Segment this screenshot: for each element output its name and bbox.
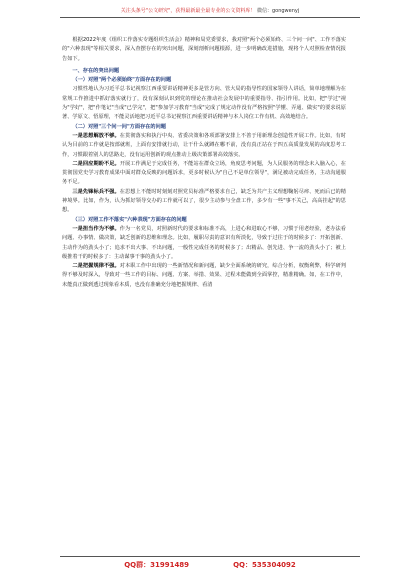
paragraph-text: 作为一名党员，对照新时代的要求和标准不高，上进心和进取心不够，习惯于用老经验，老办法看问题、办事情、做决策，缺乏创新的思维和理念。比如，履职尽责的意识有所淡化，导致于过往于的时候多了：开拓创新、主动作为的劲头小了；追求不出大事、不出问题，一般性完成任务的时候多了；出精品、创先进、争一流的劲头小了；被上级推着干的时候多了：主动谋事干事的劲头小了。 [62, 225, 346, 260]
body-paragraph [62, 85, 346, 122]
paragraph-text: （三）对照工作不落实"六种表现"方面存在的问题 [72, 216, 187, 223]
paragraph-text: 根据2022年度《组织工作落实专题组织生活会》精神和局党委要求，我对照"两个必须始终、三个问一问"、工作不落实的"六种表现"等相关要求，深入查摆存在的突出问题，深刻剖析问题根源，进一步明确改进措施，现将个人对照检查情况报告如下。 [62, 37, 346, 62]
paragraph-text: （一）对照"两个必须始终"方面存在的问题 [72, 77, 172, 84]
paragraph-lead: 一是担当作为不够。 [72, 225, 120, 232]
footer-qq-group: QQ群：31991489 [124, 561, 190, 569]
subsection-heading [62, 123, 346, 132]
page-header [60, 8, 360, 18]
footer-qq: QQ：535304092 [233, 561, 296, 569]
document-body [62, 36, 346, 290]
header-promo-text: 关注头条号"公文研究"，获得最新最全最专业的公文资料库！ [120, 8, 256, 14]
body-paragraph [62, 188, 346, 216]
paragraph-text: 习惯性地认为习近平总书记视察江西重要讲话精神更多是管方向、管大局的指导性的国家领导人讲话，简单地理解为在常规工作推进中抓好落实就行了，没有深刻认识到党的理论在推动社会发展中的重要指导、指引作用。比如，把"学过"视为"学好"，把"作笔记"当成"已学完"，把"参加学习教育"当成"完成了规定动作没有严格按照"学懂、弄通、做实"的要求说原著、学原文、悟原理，不能灵活地把习近平总书记视察江西重要讲话精神与本人岗位工作有机、高效地结合。 [62, 86, 346, 121]
paragraph-text: 在贯彻落实和执行中央、省委决策和各项部署安排上不善于用新理念创造性开展工作。比如，有时认为目前的工作就是按部就班，上面有安排就行动，让干什么就蹲在哪不前，没有真正站在于四五高质量发展的高度思考工作，习惯跟着别人的思路走，没有运用创新的观点推动上级决策部署高效落实。 [62, 132, 346, 158]
page-footer [60, 556, 360, 570]
subsection-heading [62, 76, 346, 85]
paragraph-lead: 二是把握规律不强。 [72, 263, 120, 270]
paragraph-text: 在思想上不能时时刻刻对照党员标准严格要求自己，缺乏为共产主义理想鞠躬尽瘁、死而后已的精神境界。比如，作为，认为抓好领导交办的工作就可以了，很少主动参与全盘工作，多少有一些"事不关己，高高挂起"的思想。 [62, 188, 346, 214]
section-heading [62, 67, 346, 76]
body-paragraph [62, 132, 346, 160]
paragraph-lead: 一是思想解放不够。 [72, 132, 120, 139]
header-wechat-text: 微信：gongwenyj [256, 8, 300, 14]
paragraph-text: 对本职工作中出现的一些新情况和新问题，缺少全面系统的研究，综合分析，权衡利弊，科学研判得不够及时深入，导致对一些工作的目标、问题、方案、举措、效果、过程未能做到全面掌控，精准精确。如，在工作中，未能真正做到透过现象看本质，也没有准确充分地把握规律、看清 [62, 263, 346, 288]
body-paragraph [62, 36, 346, 64]
paragraph-lead: 二是回应期盼不足。 [72, 160, 120, 167]
body-paragraph [62, 262, 346, 290]
body-paragraph [62, 160, 346, 188]
paragraph-text: （二）对照"三个问一问"方面存在的问题 [72, 123, 166, 130]
subsection-heading [62, 216, 346, 225]
paragraph-text: 一、存在的突出问题 [72, 67, 120, 74]
paragraph-lead: 三是先锋标兵不强。 [72, 188, 120, 195]
body-paragraph [62, 225, 346, 262]
paragraph-text: 开展工作满足于完成任务，不能站在群众立场，角度思考问题，为人民服务的理念未入脑入心，在贯彻国党史学习教育成果中面对群众反映的问题诉求，更多时候认为"自己不是单位领导"，满足被动完成任务，主动沟通服务不足。 [62, 160, 346, 186]
